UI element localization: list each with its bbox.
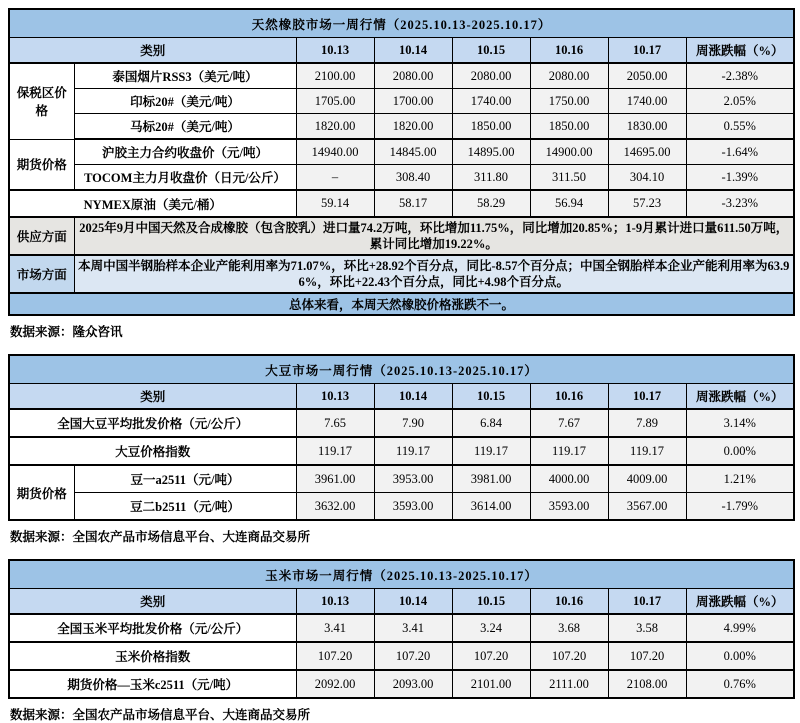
value-cell: 2080.00 bbox=[530, 63, 608, 89]
column-header-date: 10.14 bbox=[374, 384, 452, 410]
weekly-change-cell: -1.64% bbox=[686, 139, 794, 165]
value-cell: 107.20 bbox=[452, 642, 530, 670]
value-cell: 107.20 bbox=[608, 642, 686, 670]
value-cell: 1740.00 bbox=[452, 89, 530, 114]
table-row bbox=[9, 465, 794, 493]
row-label: 大豆价格指数 bbox=[9, 437, 296, 465]
row-label: NYMEX原油（美元/桶） bbox=[9, 190, 296, 217]
weekly-change-cell: -3.23% bbox=[686, 190, 794, 217]
weekly-change-cell: 0.00% bbox=[686, 437, 794, 465]
value-cell: 7.90 bbox=[374, 409, 452, 437]
value-cell: 14845.00 bbox=[374, 139, 452, 165]
row-label: 豆二b2511（元/吨） bbox=[74, 493, 296, 521]
weekly-change-cell: -1.39% bbox=[686, 165, 794, 191]
value-cell: 308.40 bbox=[374, 165, 452, 191]
group-label-bonded-zone: 保税区价格 bbox=[9, 63, 74, 139]
value-cell: 119.17 bbox=[296, 437, 374, 465]
rubber-table-title: 天然橡胶市场一周行情（2025.10.13-2025.10.17） bbox=[9, 9, 794, 38]
value-cell: 107.20 bbox=[296, 642, 374, 670]
weekly-change-cell: 1.21% bbox=[686, 465, 794, 493]
value-cell: 1705.00 bbox=[296, 89, 374, 114]
table-row bbox=[9, 190, 794, 217]
table-row bbox=[9, 355, 794, 384]
table-row bbox=[9, 139, 794, 165]
weekly-change-cell: 0.76% bbox=[686, 670, 794, 698]
column-header-date: 10.13 bbox=[296, 589, 374, 615]
value-cell: 59.14 bbox=[296, 190, 374, 217]
value-cell: 6.84 bbox=[452, 409, 530, 437]
value-cell: 2093.00 bbox=[374, 670, 452, 698]
corn-table-title: 玉米市场一周行情（2025.10.13-2025.10.17） bbox=[9, 560, 794, 589]
weekly-change-cell: 0.00% bbox=[686, 642, 794, 670]
value-cell: 3593.00 bbox=[530, 493, 608, 521]
soybean-market-table bbox=[8, 354, 795, 521]
soybean-table-title: 大豆市场一周行情（2025.10.13-2025.10.17） bbox=[9, 355, 794, 384]
value-cell: 1750.00 bbox=[530, 89, 608, 114]
table-row bbox=[9, 670, 794, 698]
table-row bbox=[9, 409, 794, 437]
value-cell: 2050.00 bbox=[608, 63, 686, 89]
data-source-note: 数据来源：隆众咨讯 bbox=[10, 325, 123, 339]
column-header-date: 10.17 bbox=[608, 38, 686, 64]
group-label-futures: 期货价格 bbox=[9, 139, 74, 190]
table-row bbox=[9, 614, 794, 642]
column-header-category: 类别 bbox=[9, 38, 296, 64]
column-header-category: 类别 bbox=[9, 384, 296, 410]
row-label: 豆一a2511（元/吨） bbox=[74, 465, 296, 493]
value-cell: 304.10 bbox=[608, 165, 686, 191]
market-row-text: 本周中国半钢胎样本企业产能利用率为71.07%，环比+28.92个百分点，同比-8.57个百分点；中国全钢胎样本企业产能利用率为63.96%，环比+22.43个百分点，同比+4.98个百分点。 bbox=[74, 255, 794, 293]
supply-row bbox=[9, 217, 794, 255]
value-cell: 3614.00 bbox=[452, 493, 530, 521]
value-cell: 1830.00 bbox=[608, 114, 686, 140]
value-cell: 1820.00 bbox=[374, 114, 452, 140]
value-cell: 4000.00 bbox=[530, 465, 608, 493]
value-cell: 14695.00 bbox=[608, 139, 686, 165]
value-cell: 311.50 bbox=[530, 165, 608, 191]
weekly-change-cell: -2.38% bbox=[686, 63, 794, 89]
value-cell: 2101.00 bbox=[452, 670, 530, 698]
table-row bbox=[9, 9, 794, 38]
column-header-date: 10.13 bbox=[296, 384, 374, 410]
value-cell: 2080.00 bbox=[374, 63, 452, 89]
data-source-note: 数据来源：全国农产品市场信息平台、大连商品交易所 bbox=[10, 708, 311, 722]
column-header-date: 10.16 bbox=[530, 38, 608, 64]
value-cell: 1850.00 bbox=[530, 114, 608, 140]
table-row bbox=[9, 560, 794, 589]
row-label: TOCOM主力月收盘价（日元/公斤） bbox=[74, 165, 296, 191]
table-row bbox=[9, 437, 794, 465]
row-label: 沪胶主力合约收盘价（元/吨） bbox=[74, 139, 296, 165]
value-cell: 107.20 bbox=[530, 642, 608, 670]
value-cell: 3567.00 bbox=[608, 493, 686, 521]
value-cell: 3.68 bbox=[530, 614, 608, 642]
column-header-date: 10.17 bbox=[608, 384, 686, 410]
row-label: 马标20#（美元/吨） bbox=[74, 114, 296, 140]
value-cell: 3.24 bbox=[452, 614, 530, 642]
value-cell: 57.23 bbox=[608, 190, 686, 217]
column-header-date: 10.16 bbox=[530, 589, 608, 615]
value-cell: 311.80 bbox=[452, 165, 530, 191]
market-row bbox=[9, 255, 794, 293]
value-cell: 14895.00 bbox=[452, 139, 530, 165]
data-source-note: 数据来源：全国农产品市场信息平台、大连商品交易所 bbox=[10, 530, 311, 544]
table-row bbox=[9, 114, 794, 140]
table-row bbox=[9, 63, 794, 89]
value-cell: 2100.00 bbox=[296, 63, 374, 89]
table-header-row bbox=[9, 384, 794, 410]
value-cell: 3961.00 bbox=[296, 465, 374, 493]
column-header-date: 10.14 bbox=[374, 38, 452, 64]
weekly-change-cell: 4.99% bbox=[686, 614, 794, 642]
supply-row-text: 2025年9月中国天然及合成橡胶（包含胶乳）进口量74.2万吨，环比增加11.75%，同比增加20.85%；1-9月累计进口量611.50万吨，累计同比增加19.22%。 bbox=[74, 217, 794, 255]
value-cell: 119.17 bbox=[608, 437, 686, 465]
column-header-date: 10.16 bbox=[530, 384, 608, 410]
rubber-market-table bbox=[8, 8, 795, 316]
column-header-date: 10.17 bbox=[608, 589, 686, 615]
table-row bbox=[9, 642, 794, 670]
weekly-change-cell: -1.79% bbox=[686, 493, 794, 521]
value-cell: 119.17 bbox=[530, 437, 608, 465]
market-row-label: 市场方面 bbox=[9, 255, 74, 293]
value-cell: 3.41 bbox=[296, 614, 374, 642]
column-header-weekly-change: 周涨跌幅（%） bbox=[686, 589, 794, 615]
value-cell: 119.17 bbox=[452, 437, 530, 465]
value-cell: 56.94 bbox=[530, 190, 608, 217]
value-cell: 58.17 bbox=[374, 190, 452, 217]
weekly-change-cell: 0.55% bbox=[686, 114, 794, 140]
value-cell: 14940.00 bbox=[296, 139, 374, 165]
value-cell: 107.20 bbox=[374, 642, 452, 670]
table-row bbox=[9, 493, 794, 521]
row-label: 期货价格—玉米c2511（元/吨） bbox=[9, 670, 296, 698]
value-cell: 3593.00 bbox=[374, 493, 452, 521]
value-cell: 7.67 bbox=[530, 409, 608, 437]
value-cell: 3632.00 bbox=[296, 493, 374, 521]
value-cell: 58.29 bbox=[452, 190, 530, 217]
row-label: 全国玉米平均批发价格（元/公斤） bbox=[9, 614, 296, 642]
supply-row-label: 供应方面 bbox=[9, 217, 74, 255]
value-cell: 3.58 bbox=[608, 614, 686, 642]
value-cell: 7.89 bbox=[608, 409, 686, 437]
weekly-change-cell: 3.14% bbox=[686, 409, 794, 437]
column-header-weekly-change: 周涨跌幅（%） bbox=[686, 38, 794, 64]
column-header-date: 10.15 bbox=[452, 384, 530, 410]
column-header-weekly-change: 周涨跌幅（%） bbox=[686, 384, 794, 410]
summary-row bbox=[9, 293, 794, 315]
value-cell: 2111.00 bbox=[530, 670, 608, 698]
value-cell: 14900.00 bbox=[530, 139, 608, 165]
column-header-date: 10.15 bbox=[452, 589, 530, 615]
value-cell: 2108.00 bbox=[608, 670, 686, 698]
column-header-date: 10.15 bbox=[452, 38, 530, 64]
value-cell: 3.41 bbox=[374, 614, 452, 642]
row-label: 泰国烟片RSS3（美元/吨） bbox=[74, 63, 296, 89]
row-label: 印标20#（美元/吨） bbox=[74, 89, 296, 114]
table-header-row bbox=[9, 38, 794, 64]
value-cell: – bbox=[296, 165, 374, 191]
value-cell: 119.17 bbox=[374, 437, 452, 465]
value-cell: 4009.00 bbox=[608, 465, 686, 493]
table-row bbox=[9, 89, 794, 114]
table-header-row bbox=[9, 589, 794, 615]
value-cell: 1700.00 bbox=[374, 89, 452, 114]
column-header-date: 10.14 bbox=[374, 589, 452, 615]
value-cell: 2080.00 bbox=[452, 63, 530, 89]
value-cell: 2092.00 bbox=[296, 670, 374, 698]
weekly-change-cell: 2.05% bbox=[686, 89, 794, 114]
value-cell: 1820.00 bbox=[296, 114, 374, 140]
table-row bbox=[9, 165, 794, 191]
corn-market-table bbox=[8, 559, 795, 699]
column-header-category: 类别 bbox=[9, 589, 296, 615]
value-cell: 3981.00 bbox=[452, 465, 530, 493]
row-label: 玉米价格指数 bbox=[9, 642, 296, 670]
value-cell: 1740.00 bbox=[608, 89, 686, 114]
value-cell: 1850.00 bbox=[452, 114, 530, 140]
summary-text: 总体来看，本周天然橡胶价格涨跌不一。 bbox=[9, 293, 794, 315]
value-cell: 3953.00 bbox=[374, 465, 452, 493]
group-label-futures: 期货价格 bbox=[9, 465, 74, 520]
row-label: 全国大豆平均批发价格（元/公斤） bbox=[9, 409, 296, 437]
column-header-date: 10.13 bbox=[296, 38, 374, 64]
value-cell: 7.65 bbox=[296, 409, 374, 437]
